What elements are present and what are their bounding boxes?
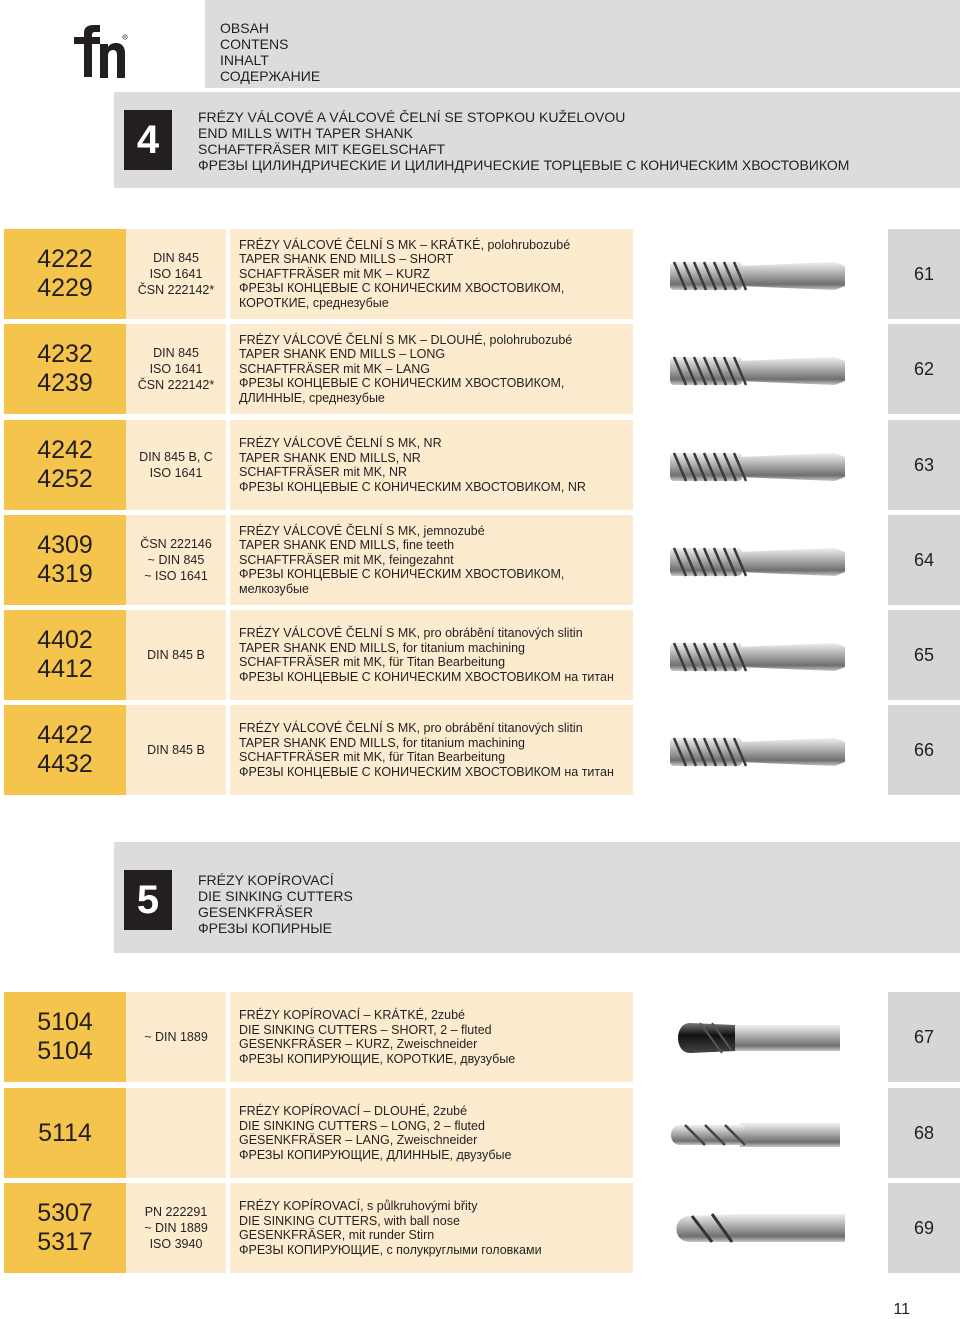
code-number: 4229	[37, 274, 93, 302]
code-number: 5114	[38, 1118, 92, 1147]
standard-text: ~ DIN 1889	[144, 1221, 208, 1235]
description-line: FRÉZY VÁLCOVÉ ČELNÍ S MK, pro obrábění titanových slitin	[239, 721, 583, 735]
description-cell	[230, 1088, 633, 1178]
page-reference: 67	[888, 992, 960, 1082]
section-title: FRÉZY KOPÍROVACÍ DIE SINKING CUTTERS GESENKFRÄSER ФРЕЗЫ КОПИРНЫЕ	[198, 872, 353, 936]
description-line: FRÉZY KOPÍROVACÍ – KRÁTKÉ, 2zubé	[239, 1008, 466, 1022]
code-number: 4402	[37, 626, 93, 654]
description-line: FRÉZY KOPÍROVACÍ, s půlkruhovými břity	[239, 1199, 478, 1213]
description-line: FRÉZY KOPÍROVACÍ – DLOUHÉ, 2zubé	[239, 1104, 468, 1118]
taper-shank-end-mill-image	[660, 625, 860, 685]
standard-text: ~ DIN 845	[147, 553, 205, 567]
code-number: 5307	[37, 1199, 93, 1227]
code-number: 5104	[37, 1037, 93, 1065]
description-line: ФРЕЗЫ КОНЦЕВЫЕ С КОНИЧЕСКИМ ХВОСТОВИКОМ,	[239, 281, 565, 296]
product-code	[4, 515, 126, 605]
description-cell	[230, 1183, 633, 1273]
code-number: 4319	[37, 560, 93, 588]
taper-shank-end-mill-image	[660, 720, 860, 780]
standard-text: ČSN 222142*	[137, 283, 215, 297]
description-line: SCHAFTFRÄSER mit MK, für Titan Bearbeitung	[239, 655, 506, 669]
description-line: TAPER SHANK END MILLS, NR	[239, 450, 421, 465]
product-code	[4, 1183, 126, 1273]
description-line: ФРЕЗЫ КОНЦЕВЫЕ С КОНИЧЕСКИМ ХВОСТОВИКОМ,	[239, 567, 565, 582]
description-line: TAPER SHANK END MILLS – SHORT	[239, 252, 454, 267]
description-cell	[230, 515, 633, 605]
section-4-header	[114, 92, 960, 188]
code-number: 5317	[37, 1228, 93, 1256]
standard-text: ČSN 222142*	[137, 378, 215, 392]
product-code	[4, 229, 126, 319]
code-number: 5104	[37, 1008, 93, 1036]
description-line: ФРЕЗЫ КОПИРУЮЩИЕ, с полукруглыми головками	[239, 1242, 542, 1257]
fn-logo	[70, 25, 130, 80]
section-title: FRÉZY VÁLCOVÉ A VÁLCOVÉ ČELNÍ SE STOPKOU KUŽELOVOU END MILLS WITH TAPER SHANK SCHAFTFRÄSER MIT KEGELSCHAFT ФРЕЗЫ ЦИЛИНДРИЧЕСКИЕ И ЦИЛИНДРИЧЕСКИЕ ТОРЦЕВЫЕ С КОНИЧЕСКИМ ХВОСТОВИКОМ	[198, 109, 850, 173]
product-code	[4, 324, 126, 414]
standard-text: ČSN 222146	[140, 537, 212, 551]
standards-cell	[126, 992, 226, 1082]
standard-text: ISO 1641	[149, 362, 203, 376]
description-line: TAPER SHANK END MILLS – LONG	[239, 347, 446, 362]
standard-text: DIN 845	[153, 346, 199, 360]
standard-text: ISO 1641	[149, 267, 203, 281]
description-line: FRÉZY VÁLCOVÉ ČELNÍ S MK, jemnozubé	[239, 523, 485, 538]
description-cell	[230, 610, 633, 700]
description-line: FRÉZY VÁLCOVÉ ČELNÍ S MK, pro obrábění titanových slitin	[239, 626, 583, 640]
standards-cell	[126, 420, 226, 510]
description-cell	[230, 992, 633, 1082]
description-line: TAPER SHANK END MILLS, for titanium machining	[239, 735, 525, 750]
description-line: DIE SINKING CUTTERS – LONG, 2 – fluted	[239, 1118, 485, 1133]
page-reference: 64	[888, 515, 960, 605]
page-reference: 61	[888, 229, 960, 319]
standards-cell	[126, 324, 226, 414]
description-line: SCHAFTFRÄSER mit MK, feingezahnt	[239, 552, 454, 567]
description-line: ФРЕЗЫ КОНЦЕВЫЕ С КОНИЧЕСКИМ ХВОСТОВИКОМ на титан	[239, 669, 614, 684]
product-code	[4, 610, 126, 700]
description-line: FRÉZY VÁLCOVÉ ČELNÍ S MK – KRÁTKÉ, polohrubozubé	[239, 237, 571, 252]
standard-text: PN 222291	[144, 1205, 208, 1219]
description-line: ДЛИННЫЕ, среднезубые	[239, 390, 385, 405]
description-line: КОРОТКИЕ, среднезубые	[239, 295, 389, 310]
description-line: FRÉZY VÁLCOVÉ ČELNÍ S MK, NR	[239, 436, 442, 450]
standards-cell	[126, 610, 226, 700]
standards-cell	[126, 1088, 226, 1178]
description-line: SCHAFTFRÄSER mit MK, für Titan Bearbeitung	[239, 750, 506, 764]
description-line: GESENKFRÄSER – LANG, Zweischneider	[239, 1133, 478, 1147]
taper-shank-end-mill-image	[660, 530, 860, 590]
standard-text: ~ DIN 1889	[144, 1030, 208, 1044]
code-number: 4232	[37, 340, 93, 368]
page-reference: 68	[888, 1088, 960, 1178]
description-cell	[230, 324, 633, 414]
code-number: 4422	[37, 721, 93, 749]
page-reference: 65	[888, 610, 960, 700]
page-reference: 69	[888, 1183, 960, 1273]
contents-title: OBSAH CONTENS INHALT СОДЕРЖАНИЕ	[220, 20, 321, 84]
page-reference: 66	[888, 705, 960, 795]
description-line: ФРЕЗЫ КОНЦЕВЫЕ С КОНИЧЕСКИМ ХВОСТОВИКОМ, NR	[239, 479, 586, 494]
code-number: 4412	[37, 655, 93, 683]
page-reference: 62	[888, 324, 960, 414]
section-number: 5	[124, 870, 172, 930]
code-number: 4242	[37, 436, 93, 464]
standard-text: ISO 1641	[149, 466, 203, 480]
standard-text: DIN 845 B	[147, 743, 205, 757]
page-number: 11	[893, 1301, 910, 1318]
description-cell	[230, 705, 633, 795]
description-line: FRÉZY VÁLCOVÉ ČELNÍ S MK – DLOUHÉ, polohrubozubé	[239, 332, 573, 347]
code-number: 4309	[37, 531, 93, 559]
product-code	[4, 992, 126, 1082]
code-number: 4222	[37, 245, 93, 273]
description-line: ФРЕЗЫ КОПИРУЮЩИЕ, КОРОТКИЕ, двузубые	[239, 1051, 516, 1066]
standards-cell	[126, 229, 226, 319]
product-code	[4, 705, 126, 795]
description-line: TAPER SHANK END MILLS, for titanium machining	[239, 640, 525, 655]
page-reference: 63	[888, 420, 960, 510]
ball-nose-cutter-coated-image	[660, 1007, 860, 1067]
description-line: TAPER SHANK END MILLS, fine teeth	[239, 538, 455, 553]
description-line: SCHAFTFRÄSER mit MK, NR	[239, 465, 408, 479]
ball-nose-cutter-long-image	[660, 1103, 860, 1163]
standard-text: DIN 845 B, C	[139, 450, 213, 464]
description-cell	[230, 420, 633, 510]
description-line: DIE SINKING CUTTERS – SHORT, 2 – fluted	[239, 1022, 492, 1037]
svg-text:R: R	[123, 35, 126, 40]
description-line: GESENKFRÄSER – KURZ, Zweischneider	[239, 1037, 478, 1051]
standards-cell	[126, 705, 226, 795]
code-number: 4239	[37, 369, 93, 397]
standard-text: ISO 3940	[149, 1237, 203, 1251]
description-line: ФРЕЗЫ КОНЦЕВЫЕ С КОНИЧЕСКИМ ХВОСТОВИКОМ на титан	[239, 764, 614, 779]
description-line: ФРЕЗЫ КОПИРУЮЩИЕ, ДЛИННЫЕ, двузубые	[239, 1147, 512, 1162]
description-line: SCHAFTFRÄSER mit MK – KURZ	[239, 266, 430, 281]
standard-text: DIN 845 B	[147, 648, 205, 662]
ball-nose-cutter-short-image	[660, 1198, 860, 1258]
description-line: SCHAFTFRÄSER mit MK – LANG	[239, 361, 430, 376]
section-number: 4	[124, 110, 172, 170]
product-code	[4, 420, 126, 510]
code-number: 4432	[37, 750, 93, 778]
code-number: 4252	[37, 465, 93, 493]
description-cell	[230, 229, 633, 319]
taper-shank-end-mill-image	[660, 435, 860, 495]
description-line: ФРЕЗЫ КОНЦЕВЫЕ С КОНИЧЕСКИМ ХВОСТОВИКОМ,	[239, 376, 565, 391]
description-line: мелкозубые	[239, 581, 309, 596]
standards-cell	[126, 1183, 226, 1273]
standard-text: DIN 845	[153, 251, 199, 265]
description-line: DIE SINKING CUTTERS, with ball nose	[239, 1213, 460, 1228]
taper-shank-end-mill-image	[660, 339, 860, 399]
taper-shank-end-mill-image	[660, 244, 860, 304]
description-line: GESENKFRÄSER, mit runder Stirn	[239, 1228, 435, 1242]
standards-cell	[126, 515, 226, 605]
standard-text: ~ ISO 1641	[144, 569, 208, 583]
product-code	[4, 1088, 126, 1178]
section-5-header	[114, 842, 960, 953]
